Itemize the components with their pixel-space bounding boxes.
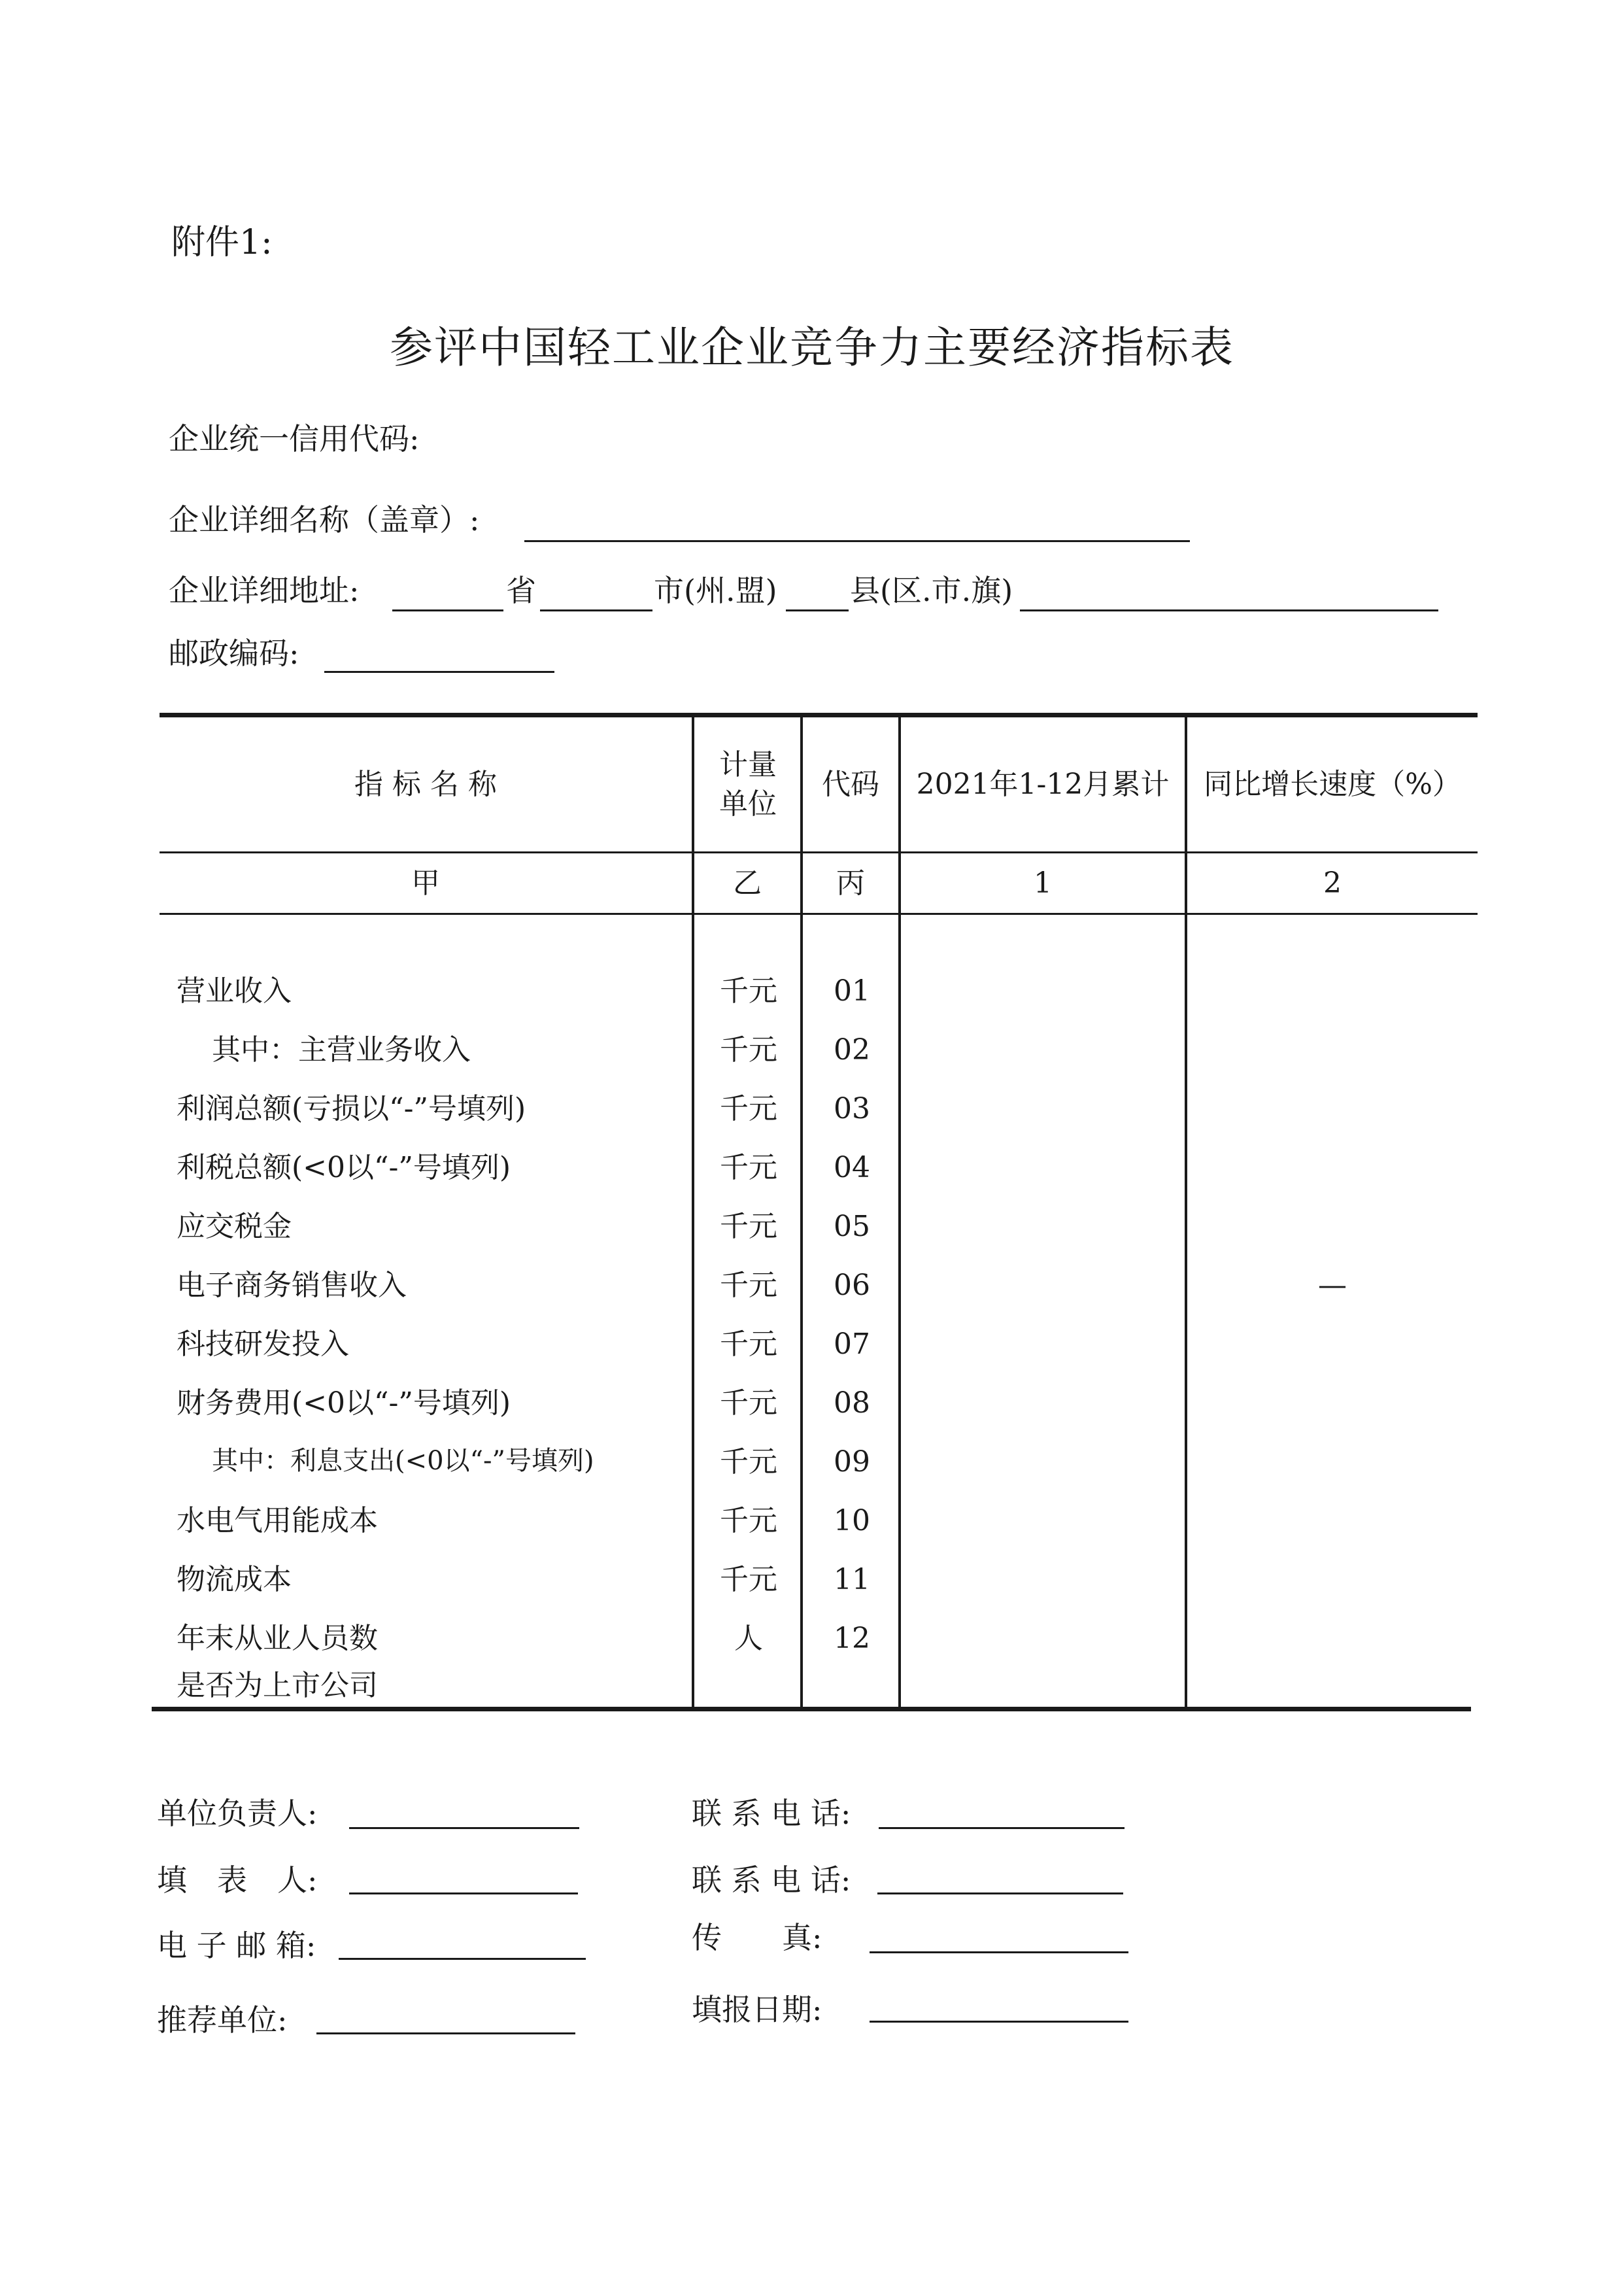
row-growth-dash: — [1318,1269,1347,1302]
row-code: 01 [834,974,870,1008]
row-name: 利税总额(<0以“-”号填列) [177,1151,511,1184]
date-field[interactable] [870,2021,1128,2023]
address-province-field[interactable] [392,609,503,611]
row-name: 电子商务销售收入 [177,1269,407,1302]
credit-code-label: 企业统一信用代码: [169,421,420,456]
fax-field[interactable] [870,1951,1128,1953]
row-code: 07 [834,1327,870,1361]
address-county-field[interactable] [786,609,849,611]
postal-code-label: 邮政编码: [169,636,299,671]
phone2-label: 联 系 电 话: [692,1862,851,1898]
address-province-label: 省 [506,573,536,608]
row-name: 营业收入 [177,974,292,1008]
index-name: 甲 [411,866,440,900]
index-cumulative: 1 [1034,866,1052,900]
responsible-label: 单位负责人: [157,1796,318,1831]
address-detail-field[interactable] [1020,609,1438,611]
row-unit: 千元 [720,1563,777,1596]
row-code: 08 [834,1386,870,1420]
recommender-label: 推荐单位: [157,2002,288,2038]
row-unit: 千元 [720,1327,777,1361]
row-unit: 人 [734,1622,763,1655]
filler-label: 填 表 人: [157,1862,318,1898]
responsible-field[interactable] [349,1827,579,1829]
address-label: 企业详细地址: [169,573,360,608]
row-code: 11 [834,1563,870,1596]
address-city-label: 市(州.盟) [654,573,777,608]
row-name: 物流成本 [177,1563,292,1596]
row-name: 水电气用能成本 [177,1504,378,1537]
row-name: 其中：利息支出(<0以“-”号填列) [212,1446,594,1476]
row-name: 应交税金 [177,1210,292,1243]
header-code: 代码 [822,767,879,801]
phone2-field[interactable] [877,1892,1123,1894]
row-unit: 千元 [720,1092,777,1125]
company-name-label: 企业详细名称（盖章）: [169,502,480,538]
postal-code-field[interactable] [324,671,554,673]
row-code: 09 [834,1445,870,1479]
row-unit: 千元 [720,1033,777,1067]
page-title: 参评中国轻工业企业竞争力主要经济指标表 [390,322,1234,373]
row-code: 02 [834,1033,870,1067]
address-city-field[interactable] [540,609,652,611]
email-label: 电 子 邮 箱: [157,1928,316,1963]
row-name: 年末从业人员数 [177,1622,378,1655]
address-county-label: 县(区.市.旗) [850,573,1013,608]
date-label: 填报日期: [692,1992,822,2027]
header-indicator-name: 指 标 名 称 [354,767,497,801]
row-unit: 千元 [720,1269,777,1302]
row-name: 财务费用(<0以“-”号填列) [177,1386,511,1420]
row-code: 05 [834,1210,870,1243]
attachment-label: 附件1: [171,223,273,262]
listed-company-label: 是否为上市公司 [177,1669,378,1702]
email-field[interactable] [339,1958,586,1960]
recommender-field[interactable] [316,2032,575,2034]
row-unit: 千元 [720,974,777,1008]
row-code: 04 [834,1151,870,1184]
index-unit: 乙 [733,866,762,900]
company-name-field[interactable] [524,540,1190,542]
filler-field[interactable] [349,1892,578,1894]
row-code: 06 [834,1269,870,1302]
index-code: 丙 [836,866,865,900]
phone1-field[interactable] [879,1827,1125,1829]
header-growth: 同比增长速度（%） [1204,767,1461,801]
row-unit: 千元 [720,1151,777,1184]
row-name: 科技研发投入 [177,1327,349,1361]
row-code: 12 [834,1622,870,1655]
row-unit: 千元 [720,1386,777,1420]
row-unit: 千元 [720,1504,777,1537]
row-code: 10 [834,1504,870,1537]
row-code: 03 [834,1092,870,1125]
fax-label: 传 真: [692,1920,822,1955]
row-name: 利润总额(亏损以“-”号填列) [177,1092,526,1125]
header-cumulative: 2021年1-12月累计 [916,767,1170,801]
index-growth: 2 [1323,866,1342,900]
header-unit: 计量单位 [719,748,777,821]
row-unit: 千元 [720,1210,777,1243]
phone1-label: 联 系 电 话: [692,1796,851,1831]
row-name: 其中：主营业务收入 [212,1033,471,1067]
row-unit: 千元 [720,1445,777,1479]
